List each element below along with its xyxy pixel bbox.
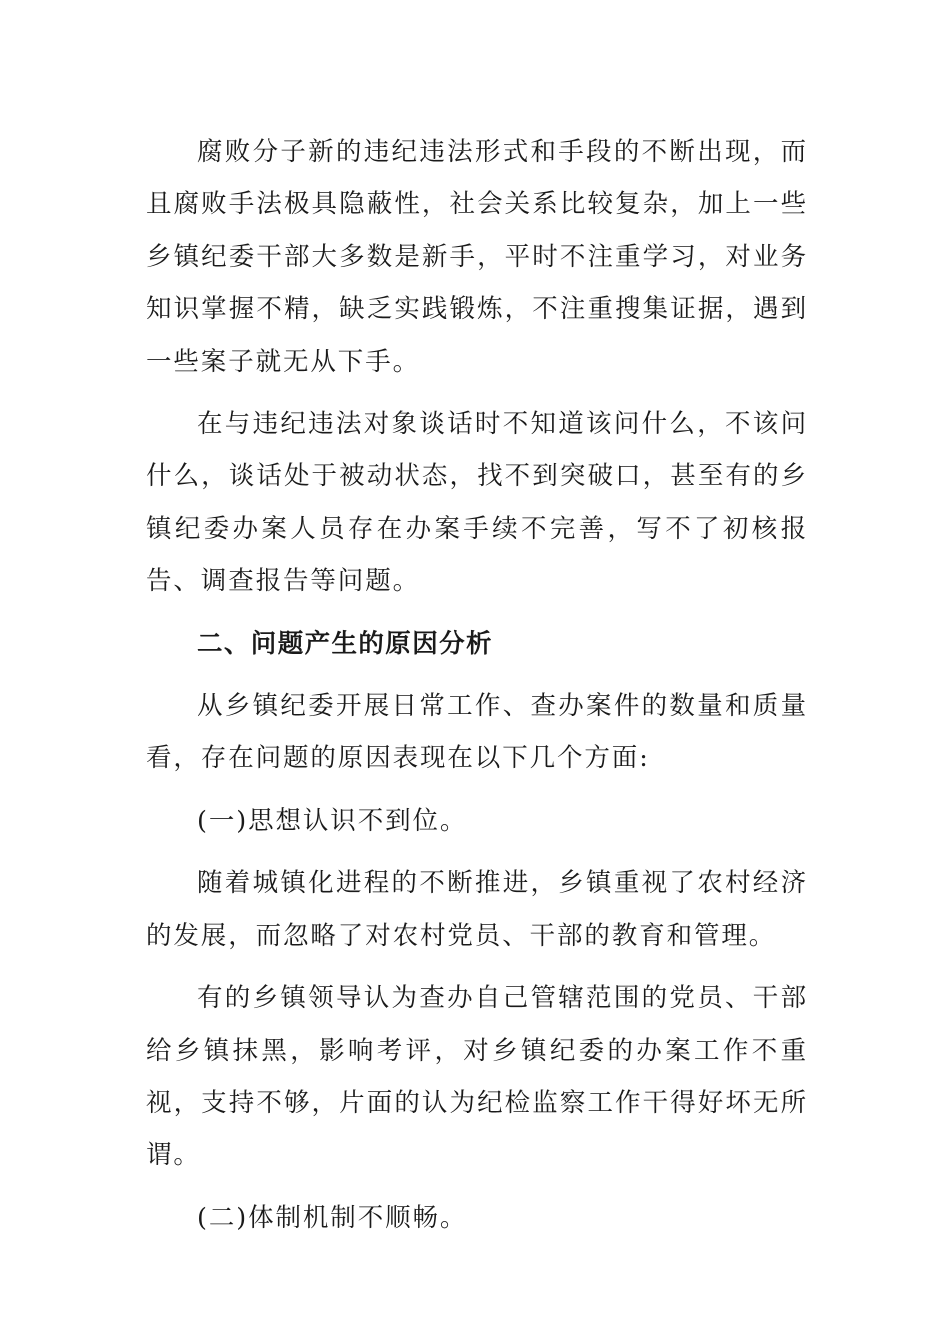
paragraph-interview-problems: 在与违纪违法对象谈话时不知道该问什么，不该问什么，谈话处于被动状态，找不到突破口，甚至有的乡镇纪委办案人员存在办案手续不完善，写不了初核报告、调查报告等问题。 bbox=[146, 409, 808, 597]
paragraph-cause-intro: 从乡镇纪委开展日常工作、查办案件的数量和质量看，存在问题的原因表现在以下几个方面: bbox=[146, 691, 808, 774]
subheading-institutional-mechanism: (二)体制机制不顺畅。 bbox=[197, 1202, 468, 1233]
paragraph-urbanization: 随着城镇化进程的不断推进，乡镇重视了农村经济的发展，而忽略了对农村党员、干部的教育和管理。 bbox=[146, 868, 808, 951]
subheading-ideological-awareness: (一)思想认识不到位。 bbox=[197, 805, 468, 836]
paragraph-corruption-methods: 腐败分子新的违纪违法形式和手段的不断出现，而且腐败手法极具隐蔽性，社会关系比较复杂，加上一些乡镇纪委干部大多数是新手，平时不注重学习，对业务知识掌握不精，缺乏实践锻炼，不注重搜集证据，遇到一些案子就无从下手。 bbox=[146, 137, 808, 377]
document-body bbox=[146, 126, 808, 1254]
section-heading-cause-analysis: 二、问题产生的原因分析 bbox=[197, 628, 493, 659]
paragraph-leadership-attitude: 有的乡镇领导认为查办自己管辖范围的党员、干部给乡镇抹黑，影响考评，对乡镇纪委的办案工作不重视，支持不够，片面的认为纪检监察工作干得好坏无所谓。 bbox=[146, 983, 808, 1171]
